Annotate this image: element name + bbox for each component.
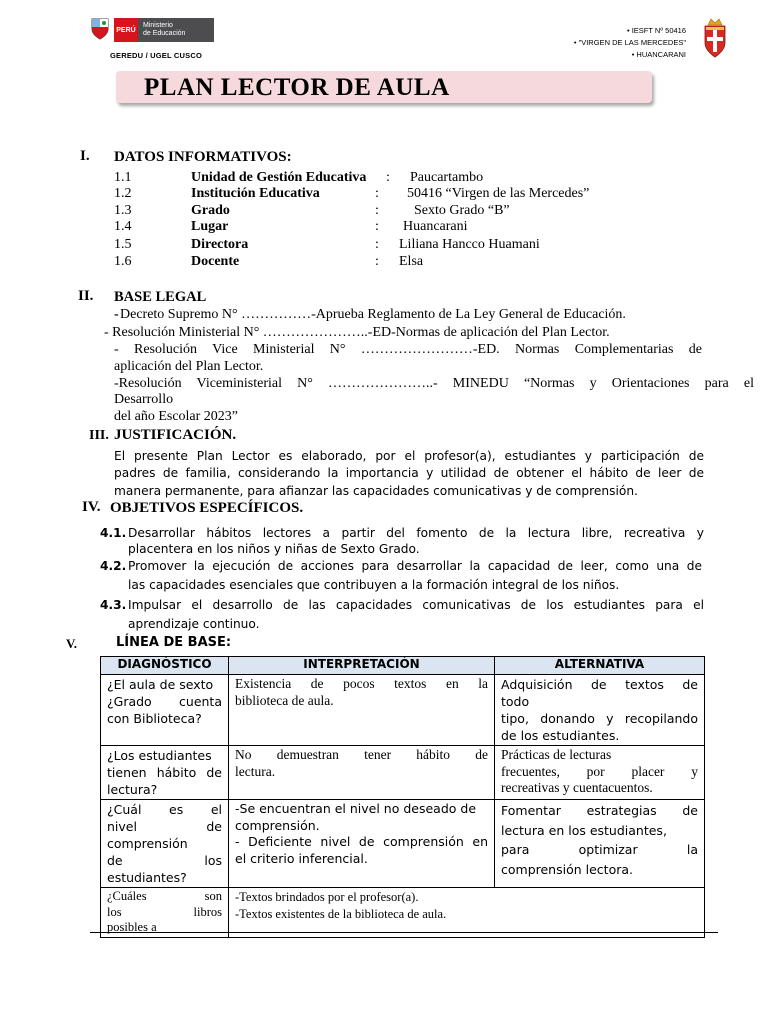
table-cell: ¿El aula de sexto ¿Grado cuenta con Biblioteca? — [101, 675, 229, 746]
datos-separator: : — [375, 203, 379, 218]
table-cell: -Se encuentran el nivel no deseado de comprensión. - Deficiente nivel de comprensión en el criterio inferencial. — [229, 800, 495, 888]
school-crest-icon — [702, 17, 728, 59]
objective-number: 4.2. — [100, 559, 127, 573]
objective-line: placentera en los niños y niñas de Sexto Grado. — [128, 542, 420, 556]
justification-line: El presente Plan Lector es elaborado, por el profesor(a), estudiantes y participación de — [114, 449, 704, 463]
section-2-number: II. — [78, 288, 94, 304]
legal-line: Desarrollo — [114, 392, 174, 407]
objective-line: las capacidades esenciales que contribuyen a la formación integral de los niños. — [128, 578, 620, 592]
school-info-line: • "VIRGEN DE LAS MERCEDES" — [573, 38, 686, 47]
ministry-line-1: Ministerio — [143, 22, 173, 29]
column-header-interpretacion: INTERPRETACIÓN — [229, 657, 495, 675]
table-row — [101, 746, 705, 800]
datos-separator: : — [375, 254, 379, 269]
objective-line: Impulsar el desarrollo de las capacidades comunicativas de los estudiantes para el — [128, 598, 704, 612]
legal-line: - Resolución Vice Ministerial N° ……………………-ED. Normas Complementarias de — [114, 342, 702, 357]
peru-logo — [114, 18, 138, 42]
section-1-number: I. — [80, 148, 90, 164]
table-row — [101, 888, 705, 938]
datos-label: Lugar — [191, 219, 229, 234]
legal-line: aplicación del Plan Lector. — [114, 359, 264, 374]
section-2-heading: BASE LEGAL — [114, 289, 207, 305]
objective-number: 4.3. — [100, 598, 127, 612]
page-title: PLAN LECTOR DE AULA — [144, 74, 450, 101]
legal-line: -Resolución Viceministerial N° …………………..- MINEDU “Normas y Orientaciones para el — [114, 376, 754, 391]
table-cell: Prácticas de lecturas frecuentes, por placer y recreativas y cuentacuentos. — [495, 746, 705, 800]
table-row — [101, 800, 705, 888]
table-cell: Fomentar estrategias de lectura en los estudiantes, para optimizar la comprensión lectora. — [495, 800, 705, 888]
legal-line: del año Escolar 2023” — [114, 409, 239, 424]
section-3-number: III. — [89, 428, 109, 443]
datos-value: Paucartambo — [410, 170, 484, 185]
datos-value: Huancarani — [403, 219, 468, 234]
justification-line: padres de familia, considerando la importancia y utilidad de obtener el hábito de leer de — [114, 466, 704, 480]
datos-separator: : — [386, 170, 390, 185]
table-cell: ¿Los estudiantes tienen hábito de lectura? — [101, 746, 229, 800]
ministry-line-2: de Educación — [143, 30, 186, 37]
column-header-diagnostico: DIAGNÓSTICO — [101, 657, 229, 675]
section-4-number: IV. — [82, 499, 101, 515]
datos-separator: : — [375, 186, 379, 201]
geredu-label: GEREDU / UGEL CUSCO — [110, 51, 203, 60]
table-cell: -Textos brindados por el profesor(a). -Textos existentes de la biblioteca de aula. — [229, 888, 705, 938]
datos-value: Elsa — [399, 254, 424, 269]
objective-number: 4.1. — [100, 526, 127, 540]
datos-number: 1.4 — [114, 219, 132, 234]
justification-line: manera permanente, para afianzar las capacidades comunicativas y de comprensión. — [114, 484, 638, 498]
section-4-heading: OBJETIVOS ESPECÍFICOS. — [110, 500, 304, 516]
objective-line: Desarrollar hábitos lectores a partir del fomento de la lectura libre, recreativa y — [128, 526, 704, 540]
school-info-line: • HUANCARANI — [631, 50, 686, 59]
section-5-number: V. — [66, 636, 77, 651]
table-cell: No demuestran tener hábito de lectura. — [229, 746, 495, 800]
section-5-heading: LÍNEA DE BASE: — [116, 635, 232, 650]
datos-number: 1.6 — [114, 254, 132, 269]
column-header-alternativa: ALTERNATIVA — [495, 657, 705, 675]
legal-line: Decreto Supremo N° ……………-Aprueba Reglamento de La Ley General de Educación. — [120, 307, 626, 322]
datos-number: 1.1 — [114, 170, 132, 185]
table-row — [101, 675, 705, 746]
section-1-heading: DATOS INFORMATIVOS: — [114, 149, 292, 165]
datos-label: Docente — [191, 254, 240, 269]
table-header-row — [101, 657, 705, 675]
page-bottom-rule — [90, 932, 718, 933]
peru-label: PERÚ — [116, 26, 136, 34]
datos-number: 1.3 — [114, 203, 132, 218]
datos-value: Liliana Hancco Huamani — [399, 237, 540, 252]
table-cell: Adquisición de textos de todo tipo, donando y recopilando de los estudiantes. — [495, 675, 705, 746]
peru-shield-icon — [90, 18, 110, 40]
datos-number: 1.2 — [114, 186, 132, 201]
objective-line: aprendizaje continuo. — [128, 617, 260, 631]
section-3-heading: JUSTIFICACIÓN. — [114, 427, 237, 443]
ministry-logo — [138, 18, 214, 42]
datos-label: Directora — [191, 237, 249, 252]
datos-label: Grado — [191, 203, 230, 218]
school-info-line: • IESFT Nº 50416 — [626, 26, 686, 35]
school-info — [574, 25, 686, 61]
table-cell: ¿Cuál es el nivel de comprensión de los estudiantes? — [101, 800, 229, 888]
datos-separator: : — [375, 219, 379, 234]
datos-label: Institución Educativa — [191, 186, 320, 201]
datos-value: Sexto Grado “B” — [414, 203, 510, 218]
table-cell: Existencia de pocos textos en la biblioteca de aula. — [229, 675, 495, 746]
table-cell: ¿Cuáles son los libros posibles a — [101, 888, 229, 938]
legal-dash: - — [114, 307, 119, 322]
datos-value: 50416 “Virgen de las Mercedes” — [407, 186, 590, 201]
datos-label: Unidad de Gestión Educativa — [191, 170, 367, 185]
objective-line: Promover la ejecución de acciones para desarrollar la capacidad de leer, como una de — [128, 559, 702, 573]
baseline-table — [100, 656, 705, 938]
datos-number: 1.5 — [114, 237, 132, 252]
legal-line: - Resolución Ministerial N° …………………..-ED-Normas de aplicación del Plan Lector. — [104, 325, 610, 340]
datos-separator: : — [375, 237, 379, 252]
